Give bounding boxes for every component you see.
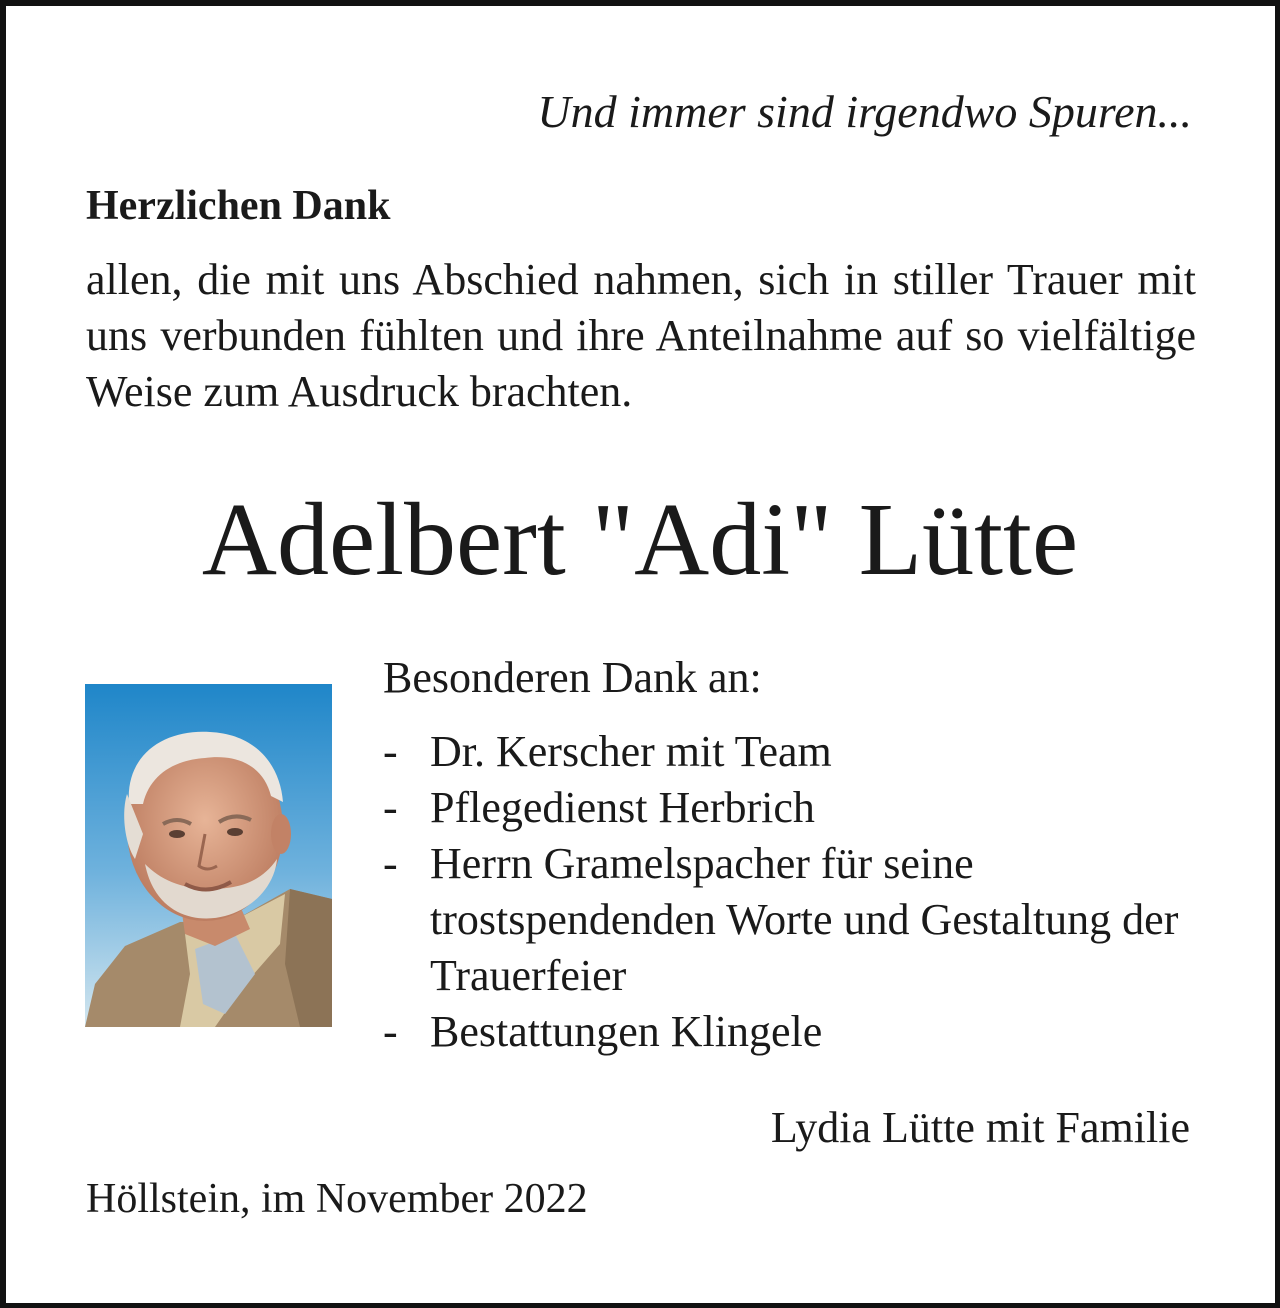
list-item [383,836,1223,1004]
thanks-heading: Herzlichen Dank [86,183,391,229]
list-item-text: Bestattungen Klingele [430,1007,823,1056]
special-thanks-list [383,724,1223,1060]
list-item-text: Dr. Kerscher mit Team [430,727,832,776]
motto: Und immer sind irgendwo Spuren... [537,86,1192,137]
special-thanks-title: Besonderen Dank an: [383,653,762,702]
bullet-dash: - [383,839,398,888]
list-item-text: Herrn Gramelspacher für seine trostspendenden Worte und Gestaltung der Trauerfeier [430,839,1179,1000]
deceased-name: Adelbert "Adi" Lütte [201,482,1079,597]
thanks-text: allen, die mit uns Abschied nahmen, sich in stiller Trauer mit uns verbunden fühlten und ihre Anteilnahme auf so vielfältige Weise zum Ausdruck brachten. [86,255,1196,416]
list-item [383,780,1223,836]
signature: Lydia Lütte mit Familie [770,1103,1190,1152]
bullet-dash: - [383,727,398,776]
list-item [383,724,1223,780]
bullet-dash: - [383,1007,398,1056]
portrait-photo [85,684,332,1027]
bullet-dash: - [383,783,398,832]
list-item [383,1004,1223,1060]
place-date: Höllstein, im November 2022 [86,1176,588,1222]
list-item-text: Pflegedienst Herbrich [430,783,815,832]
